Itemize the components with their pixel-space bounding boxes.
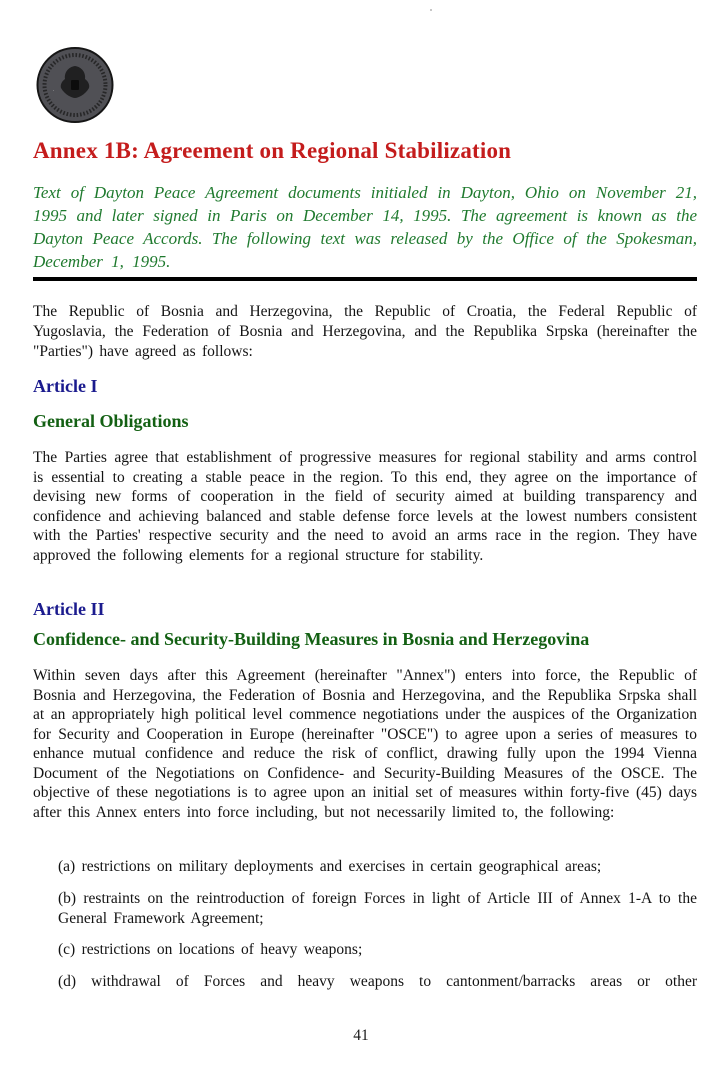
list-item-b: (b) restraints on the reintroduction of foreign Forces in light of Article III of Annex 1-A to the General Framework Agreement; — [58, 890, 697, 927]
article-1-heading: Article I — [33, 376, 98, 396]
page-number: 41 — [353, 1027, 369, 1044]
article-2-heading: Article II — [33, 599, 105, 619]
list-item-a: (a) restrictions on military deployments and exercises in certain geographical areas; — [58, 858, 602, 875]
article-1-paragraph: The Parties agree that establishment of progressive measures for regional stability and arms control is essential to creating a stable peace in the region. To this end, they agree on the importance of devising new forms of cooperation in the field of security aimed at building transparency and confidence and achieving balanced and stable defense force levels at the lowest numbers consistent with the Parties' respective security and the need to avoid an arms race in the region. They have approved the following elements for a regional structure for stability. — [33, 449, 697, 564]
list-item-c: (c) restrictions on locations of heavy weapons; — [58, 941, 363, 958]
article-2-subheading: Confidence- and Security-Building Measures in Bosnia and Herzegovina — [33, 629, 590, 649]
divider-rule — [33, 277, 697, 281]
opening-paragraph: The Republic of Bosnia and Herzegovina, the Republic of Croatia, the Federal Republic of Yugoslavia, the Federation of Bosnia and Herzegovina, and the Republika Srpska (hereinafter the "Parties") have agreed as follows: — [33, 303, 697, 360]
article-1-subheading: General Obligations — [33, 411, 189, 431]
article-2-paragraph: Within seven days after this Agreement (hereinafter "Annex") enters into force, the Republic of Bosnia and Herzegovina, the Federation of Bosnia and Herzegovina, and the Republika Srpska shall at an appropriately high political level commence negotiations under the auspices of the Organization for Security and Cooperation in Europe (hereinafter "OSCE") to agree upon a series of measures to enhance mutual confidence and reduce the risk of conflict, drawing fully upon the 1994 Vienna Document of the Negotiations on Confidence- and Security-Building Measures of the OSCE. The objective of these negotiations is to agree upon an initial set of measures within forty-five (45) days after this Annex enters into force including, but not necessarily limited to, the following: — [33, 667, 697, 821]
state-department-seal-icon — [35, 46, 115, 124]
scan-speck — [430, 9, 432, 11]
page-title: Annex 1B: Agreement on Regional Stabilization — [33, 138, 512, 163]
list-item-d: (d) withdrawal of Forces and heavy weapons to cantonment/barracks areas or other — [58, 973, 697, 990]
preamble-note: Text of Dayton Peace Agreement documents initialed in Dayton, Ohio on November 21, 1995 and later signed in Paris on December 14, 1995. The agreement is known as the Dayton Peace Accords. The following text was released by the Office of the Spokesman, December 1, 1995. — [33, 183, 697, 271]
